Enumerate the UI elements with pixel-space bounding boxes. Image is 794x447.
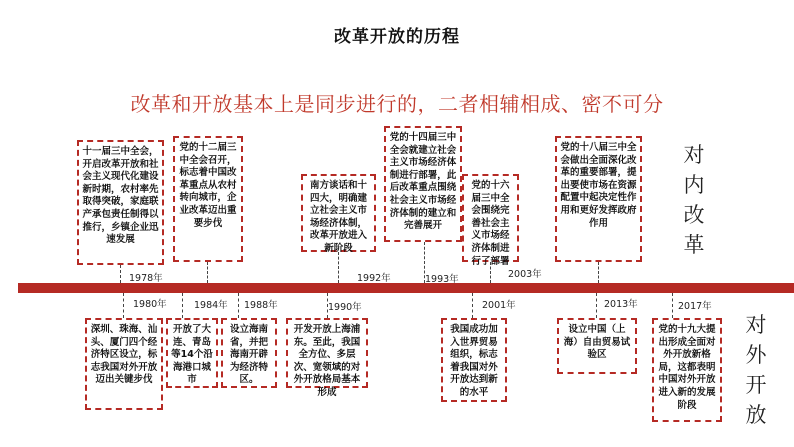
year-label: 2017年	[678, 301, 712, 312]
connector-line	[338, 252, 339, 283]
year-label: 2001年	[482, 300, 516, 311]
reform-event-2003: 党的十六届三中全会围绕完善社会主义市场经济体制进行了部署	[462, 174, 519, 262]
side-char: 改	[683, 203, 705, 227]
side-char: 内	[683, 173, 705, 197]
connector-line	[598, 262, 599, 283]
year-label: 1980年	[133, 299, 167, 310]
reform-event-1978: 十一届三中全会，开启改革开放和社会主义现代化建设新时期，农村率先取得突破，家庭联产承包责任制得以推行，乡镇企业迅速发展	[77, 140, 164, 265]
side-char: 对	[683, 143, 705, 167]
year-label: 1988年	[244, 300, 278, 311]
side-char: 开	[745, 373, 767, 397]
connector-line	[207, 262, 208, 283]
connector-line	[472, 293, 473, 318]
connector-line	[238, 293, 239, 318]
side-char: 放	[745, 403, 767, 427]
page-title: 改革开放的历程	[334, 27, 460, 47]
opening-event-1984: 开放了大连、青岛等14个沿海港口城市	[166, 318, 218, 388]
timeline-bar	[18, 283, 794, 293]
opening-event-2017: 党的十九大提出形成全面对外开放新格局，这都表明中国对外开放进入新的发展阶段	[652, 318, 722, 422]
side-char: 外	[745, 343, 767, 367]
year-label: 2013年	[604, 299, 638, 310]
reform-event-2013: 党的十八届三中全会做出全面深化改革的重要部署，提出要使市场在资源配置中起决定性作用和更好发挥政府作用	[555, 136, 642, 262]
side-label-reform	[676, 140, 712, 260]
reform-event-1993: 党的十四届三中全会就建立社会主义市场经济体制进行部署，此后改革重点围绕社会主义市场经济体制的建立和完善展开	[384, 126, 462, 242]
year-label: 1990年	[328, 302, 362, 313]
opening-event-1980: 深圳、珠海、汕头、厦门四个经济特区设立，标志我国对外开放迈出关键步伐	[85, 318, 163, 410]
year-label: 1984年	[194, 300, 228, 311]
year-label: 1992年	[357, 273, 391, 284]
side-char: 对	[745, 313, 767, 337]
connector-line	[182, 293, 183, 318]
year-label: 2003年	[508, 269, 542, 280]
opening-event-2013: 设立中国（上海）自由贸易试验区	[557, 318, 637, 374]
opening-event-1990: 开发开放上海浦东。至此，我国全方位、多层次、宽领域的对外开放格局基本形成	[286, 318, 368, 388]
reform-event-1984: 党的十二届三中全会召开，标志着中国改革重点从农村转向城市，企业改革迈出重要步伐	[173, 136, 243, 262]
side-char: 革	[683, 233, 705, 257]
opening-event-1988: 设立海南省，并把海南开辟为经济特区。	[221, 318, 277, 388]
connector-line	[596, 293, 597, 318]
year-label: 1978年	[129, 273, 163, 284]
connector-line	[123, 293, 124, 318]
year-label: 1993年	[425, 274, 459, 285]
subtitle: 改革和开放基本上是同步进行的，二者相辅相成、密不可分	[130, 92, 664, 116]
opening-event-2001: 我国成功加入世界贸易组织，标志着我国对外开放达到新的水平	[441, 318, 507, 402]
connector-line	[120, 265, 121, 283]
side-label-opening	[738, 310, 774, 430]
connector-line	[672, 293, 673, 318]
reform-event-1992: 南方谈话和十四大，明确建立社会主义市场经济体制，改革开放进入新阶段	[301, 174, 376, 252]
